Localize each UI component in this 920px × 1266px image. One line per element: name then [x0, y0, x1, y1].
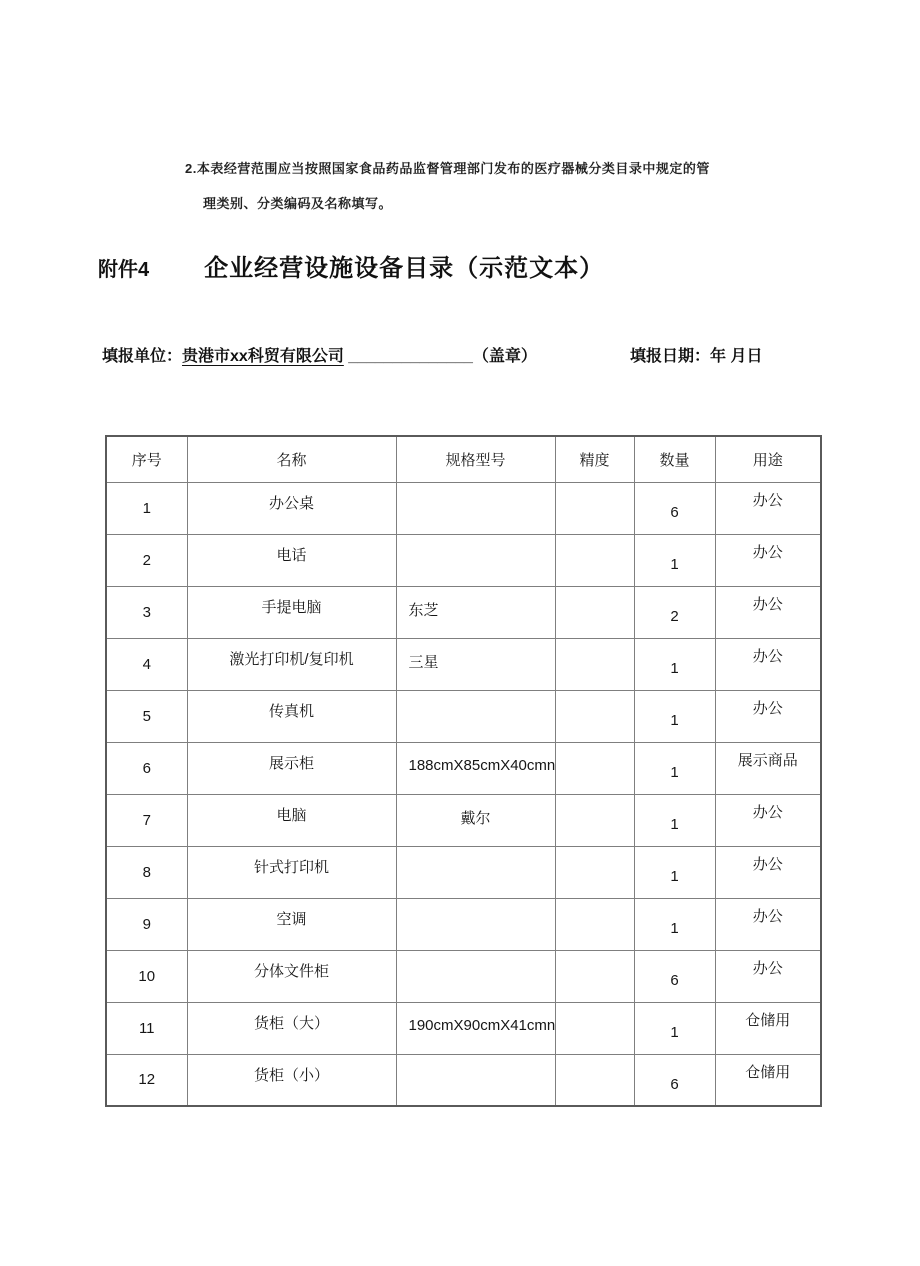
table-row	[106, 638, 821, 690]
cell-qty: 6	[634, 950, 715, 1002]
cell-use: 办公	[715, 950, 821, 1002]
table-row	[106, 898, 821, 950]
cell-name: 展示柜	[187, 742, 396, 794]
attachment-label: 附件4	[98, 259, 150, 281]
cell-name: 空调	[187, 898, 396, 950]
cell-no: 4	[106, 638, 187, 690]
title-row	[98, 248, 604, 283]
cell-precision	[555, 690, 634, 742]
cell-qty: 6	[634, 1054, 715, 1106]
table-body	[106, 482, 821, 1106]
seal-label: （盖章）	[472, 348, 537, 365]
cell-name: 电脑	[187, 794, 396, 846]
cell-no: 8	[106, 846, 187, 898]
cell-use: 仓储用	[715, 1002, 821, 1054]
table-row	[106, 534, 821, 586]
cell-use: 办公	[715, 794, 821, 846]
cell-name: 手提电脑	[187, 586, 396, 638]
cell-no: 5	[106, 690, 187, 742]
cell-no: 12	[106, 1054, 187, 1106]
cell-spec	[396, 950, 555, 1002]
cell-use: 办公	[715, 846, 821, 898]
cell-precision	[555, 534, 634, 586]
form-unit-line	[102, 343, 537, 366]
cell-spec	[396, 534, 555, 586]
cell-qty: 6	[634, 482, 715, 534]
col-header-use: 用途	[715, 436, 821, 482]
table-row	[106, 690, 821, 742]
cell-precision	[555, 950, 634, 1002]
blank-line: ______________	[348, 348, 473, 365]
cell-name: 货柜（小）	[187, 1054, 396, 1106]
cell-no: 3	[106, 586, 187, 638]
cell-spec: 188cmX85cmX40cmn	[396, 742, 555, 794]
cell-name: 传真机	[187, 690, 396, 742]
col-header-name: 名称	[187, 436, 396, 482]
cell-use: 仓储用	[715, 1054, 821, 1106]
col-header-qty: 数量	[634, 436, 715, 482]
table-row	[106, 846, 821, 898]
cell-qty: 1	[634, 534, 715, 586]
cell-precision	[555, 846, 634, 898]
cell-use: 办公	[715, 898, 821, 950]
table-row	[106, 950, 821, 1002]
cell-name: 激光打印机/复印机	[187, 638, 396, 690]
cell-name: 针式打印机	[187, 846, 396, 898]
unit-label: 填报单位：	[102, 348, 183, 365]
cell-precision	[555, 638, 634, 690]
col-header-spec: 规格型号	[396, 436, 555, 482]
table-row	[106, 586, 821, 638]
date-value: 年 月日	[710, 348, 763, 365]
cell-use: 办公	[715, 534, 821, 586]
cell-spec	[396, 482, 555, 534]
cell-use: 展示商品	[715, 742, 821, 794]
cell-precision	[555, 586, 634, 638]
table-row	[106, 794, 821, 846]
cell-name: 货柜（大）	[187, 1002, 396, 1054]
cell-precision	[555, 898, 634, 950]
cell-no: 7	[106, 794, 187, 846]
cell-precision	[555, 794, 634, 846]
date-label: 填报日期：	[630, 348, 711, 365]
cell-name: 电话	[187, 534, 396, 586]
cell-spec	[396, 898, 555, 950]
cell-use: 办公	[715, 690, 821, 742]
cell-no: 2	[106, 534, 187, 586]
cell-qty: 1	[634, 690, 715, 742]
cell-no: 6	[106, 742, 187, 794]
cell-spec: 戴尔	[396, 794, 555, 846]
equipment-table	[105, 435, 822, 1107]
cell-precision	[555, 742, 634, 794]
unit-value: 贵港市xx科贸有限公司	[182, 348, 344, 365]
cell-qty: 1	[634, 1002, 715, 1054]
table-row	[106, 1054, 821, 1106]
page-title: 企业经营设施设备目录（示范文本）	[204, 255, 605, 282]
cell-qty: 1	[634, 794, 715, 846]
table-row	[106, 742, 821, 794]
note-line-2: 理类别、分类编码及名称填写。	[203, 196, 393, 211]
cell-spec: 190cmX90cmX41cmn	[396, 1002, 555, 1054]
table-row	[106, 482, 821, 534]
cell-qty: 2	[634, 586, 715, 638]
cell-use: 办公	[715, 586, 821, 638]
cell-name: 办公桌	[187, 482, 396, 534]
cell-spec	[396, 846, 555, 898]
cell-qty: 1	[634, 638, 715, 690]
cell-spec: 东芝	[396, 586, 555, 638]
cell-no: 9	[106, 898, 187, 950]
cell-qty: 1	[634, 898, 715, 950]
cell-name: 分体文件柜	[187, 950, 396, 1002]
cell-precision	[555, 1002, 634, 1054]
cell-spec	[396, 690, 555, 742]
cell-use: 办公	[715, 482, 821, 534]
col-header-precision: 精度	[555, 436, 634, 482]
cell-precision	[555, 1054, 634, 1106]
cell-spec	[396, 1054, 555, 1106]
note-line-1: 2.本表经营范围应当按照国家食品药品监督管理部门发布的医疗器械分类目录中规定的管	[185, 161, 710, 176]
cell-no: 11	[106, 1002, 187, 1054]
form-date-line	[630, 343, 762, 366]
cell-spec: 三星	[396, 638, 555, 690]
table-row	[106, 1002, 821, 1054]
cell-use: 办公	[715, 638, 821, 690]
cell-qty: 1	[634, 846, 715, 898]
cell-qty: 1	[634, 742, 715, 794]
cell-no: 10	[106, 950, 187, 1002]
cell-precision	[555, 482, 634, 534]
col-header-no: 序号	[106, 436, 187, 482]
table-header-row	[106, 436, 821, 482]
cell-no: 1	[106, 482, 187, 534]
